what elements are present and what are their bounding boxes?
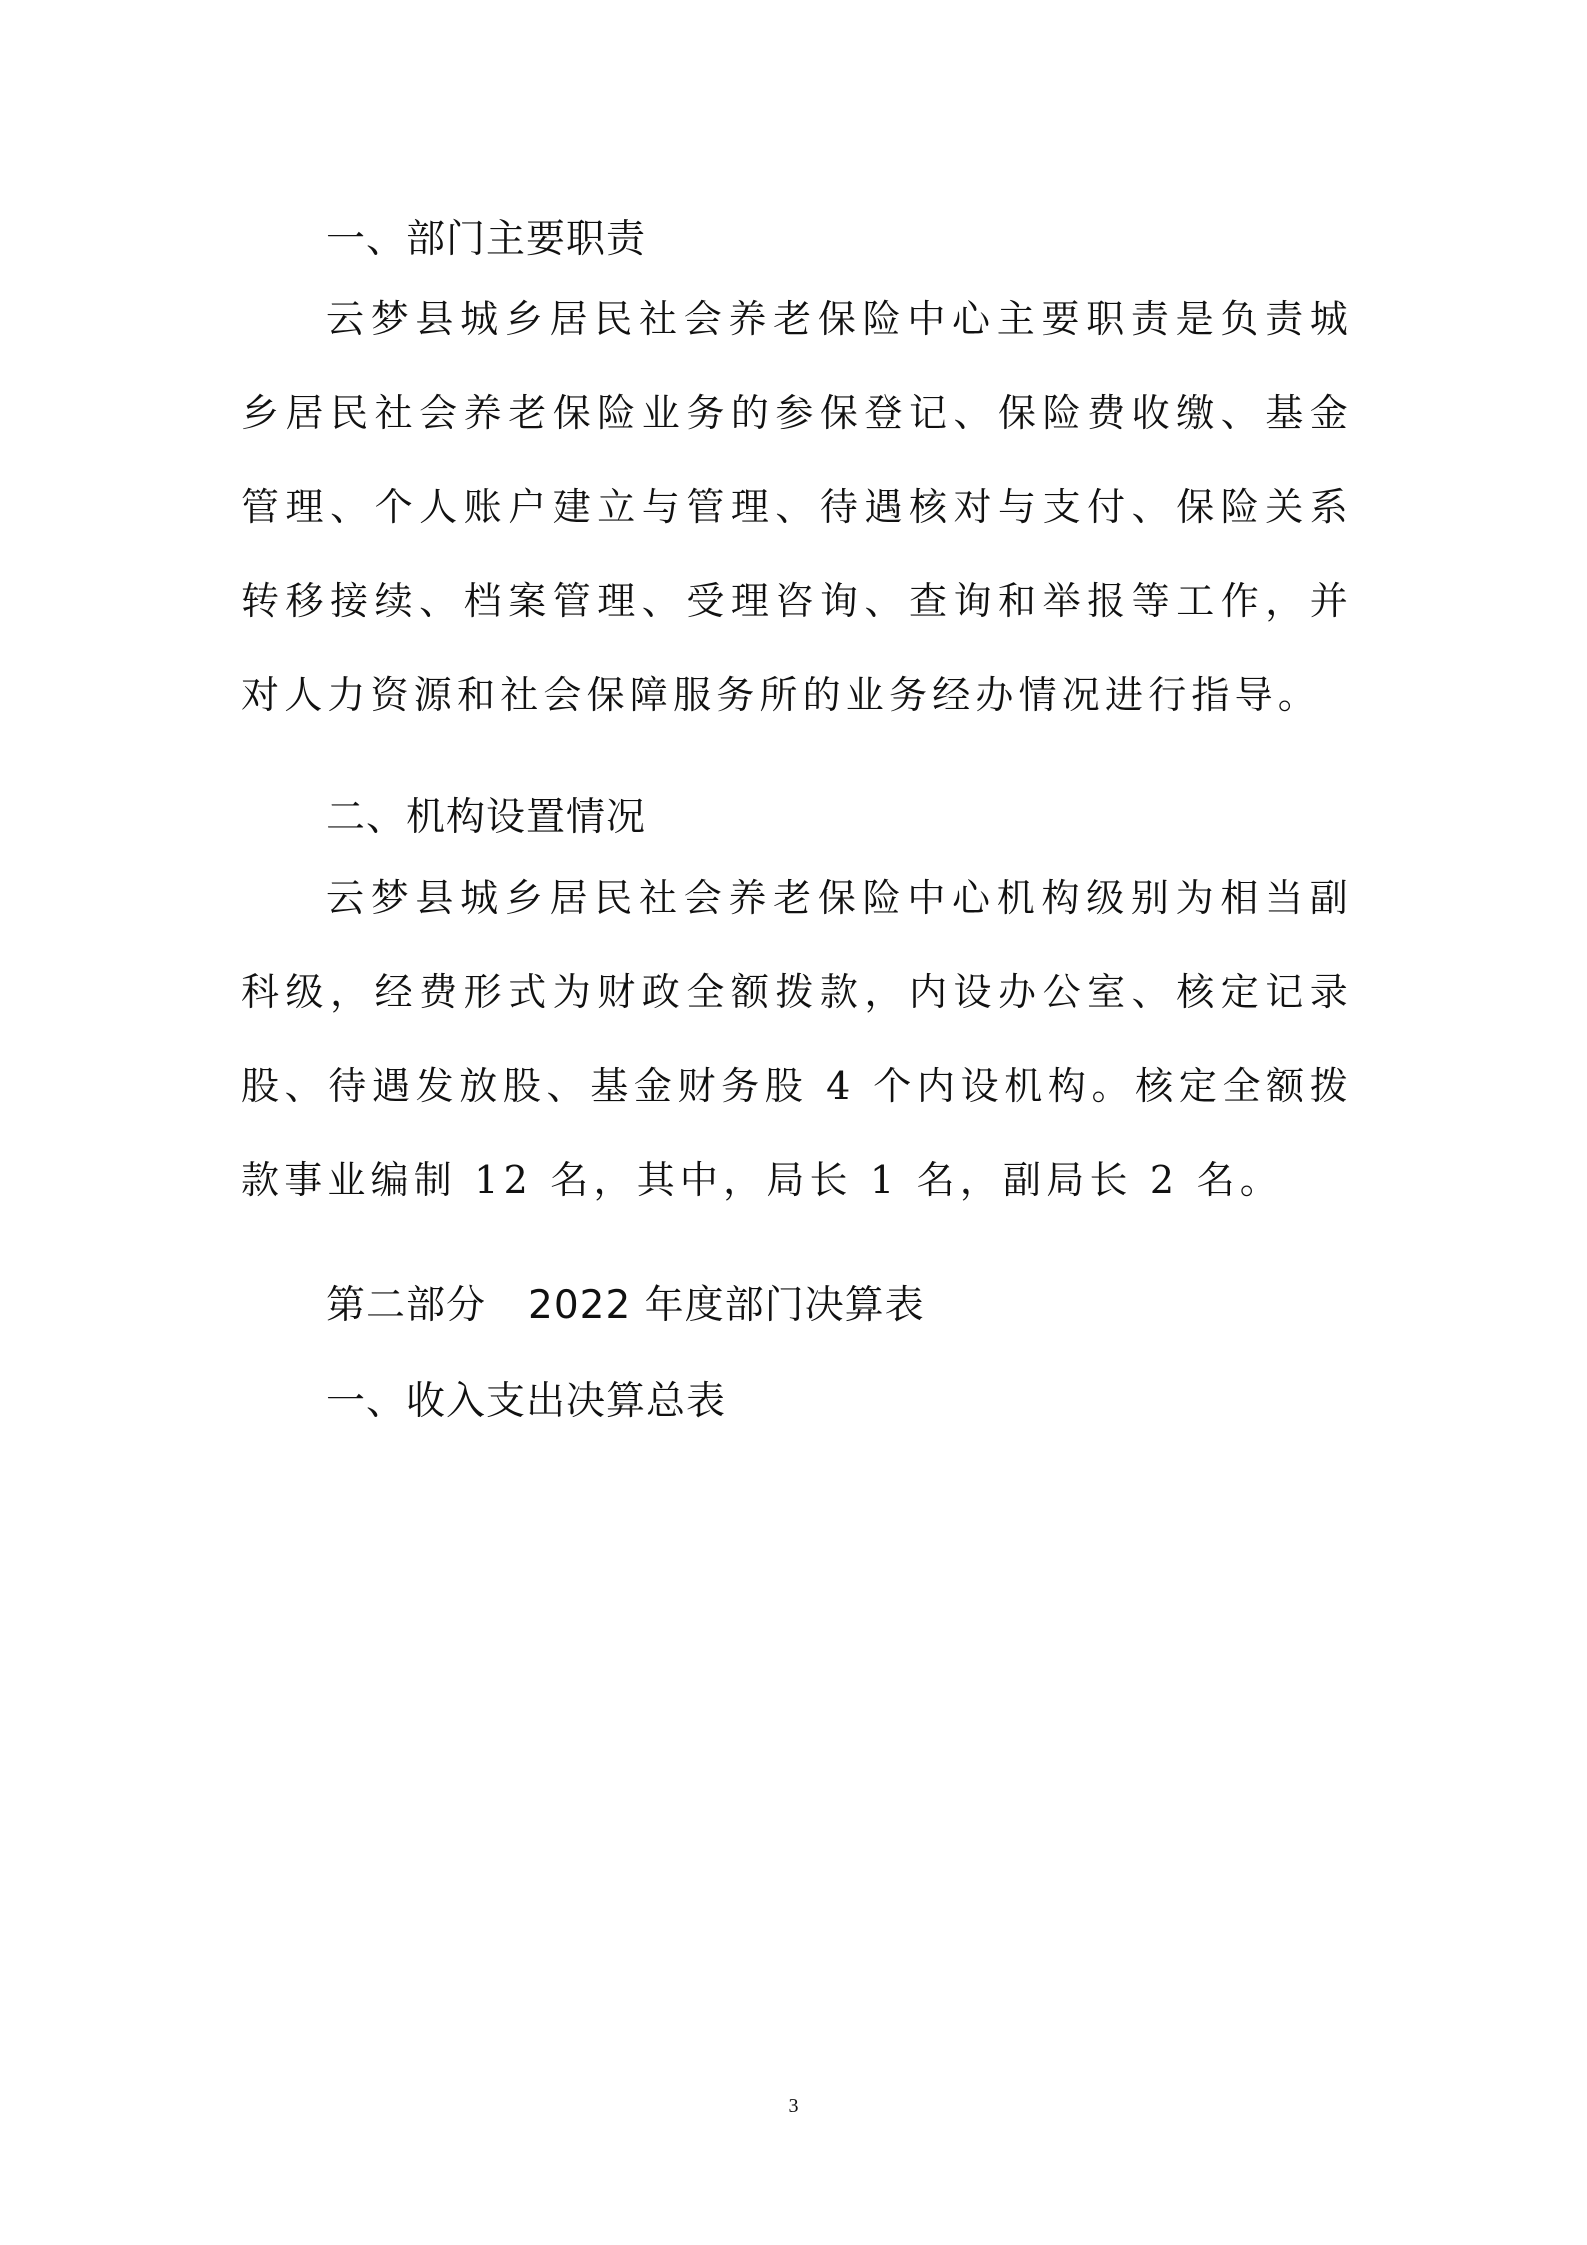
section-body-duties: 云梦县城乡居民社会养老保险中心主要职责是负责城乡居民社会养老保险业务的参保登记、保险费收缴、基金管理、个人账户建立与管理、待遇核对与支付、保险关系转移接续、档案管理、受理咨询、查询和举报等工作，并对人力资源和社会保障服务所的业务经办情况进行指导。 (241, 297, 1353, 717)
section-heading-duties: 一、部门主要职责 (326, 217, 647, 262)
section-body-organization: 云梦县城乡居民社会养老保险中心机构级别为相当副科级，经费形式为财政全额拨款，内设办公室、核定记录股、待遇发放股、基金财务股 4 个内设机构。核定全额拨款事业编制 12 名，其中，局长 1 名，副局长 2 名。 (241, 876, 1353, 1202)
part-heading (326, 1282, 925, 1330)
page-number: 3 (788, 2095, 799, 2117)
part-label: 第二部分 (326, 1283, 487, 1328)
section-heading-organization: 二、机构设置情况 (326, 795, 647, 840)
part-title: 2022 年度部门决算表 (528, 1283, 925, 1328)
table-heading-income-expense: 一、收入支出决算总表 (326, 1379, 727, 1424)
